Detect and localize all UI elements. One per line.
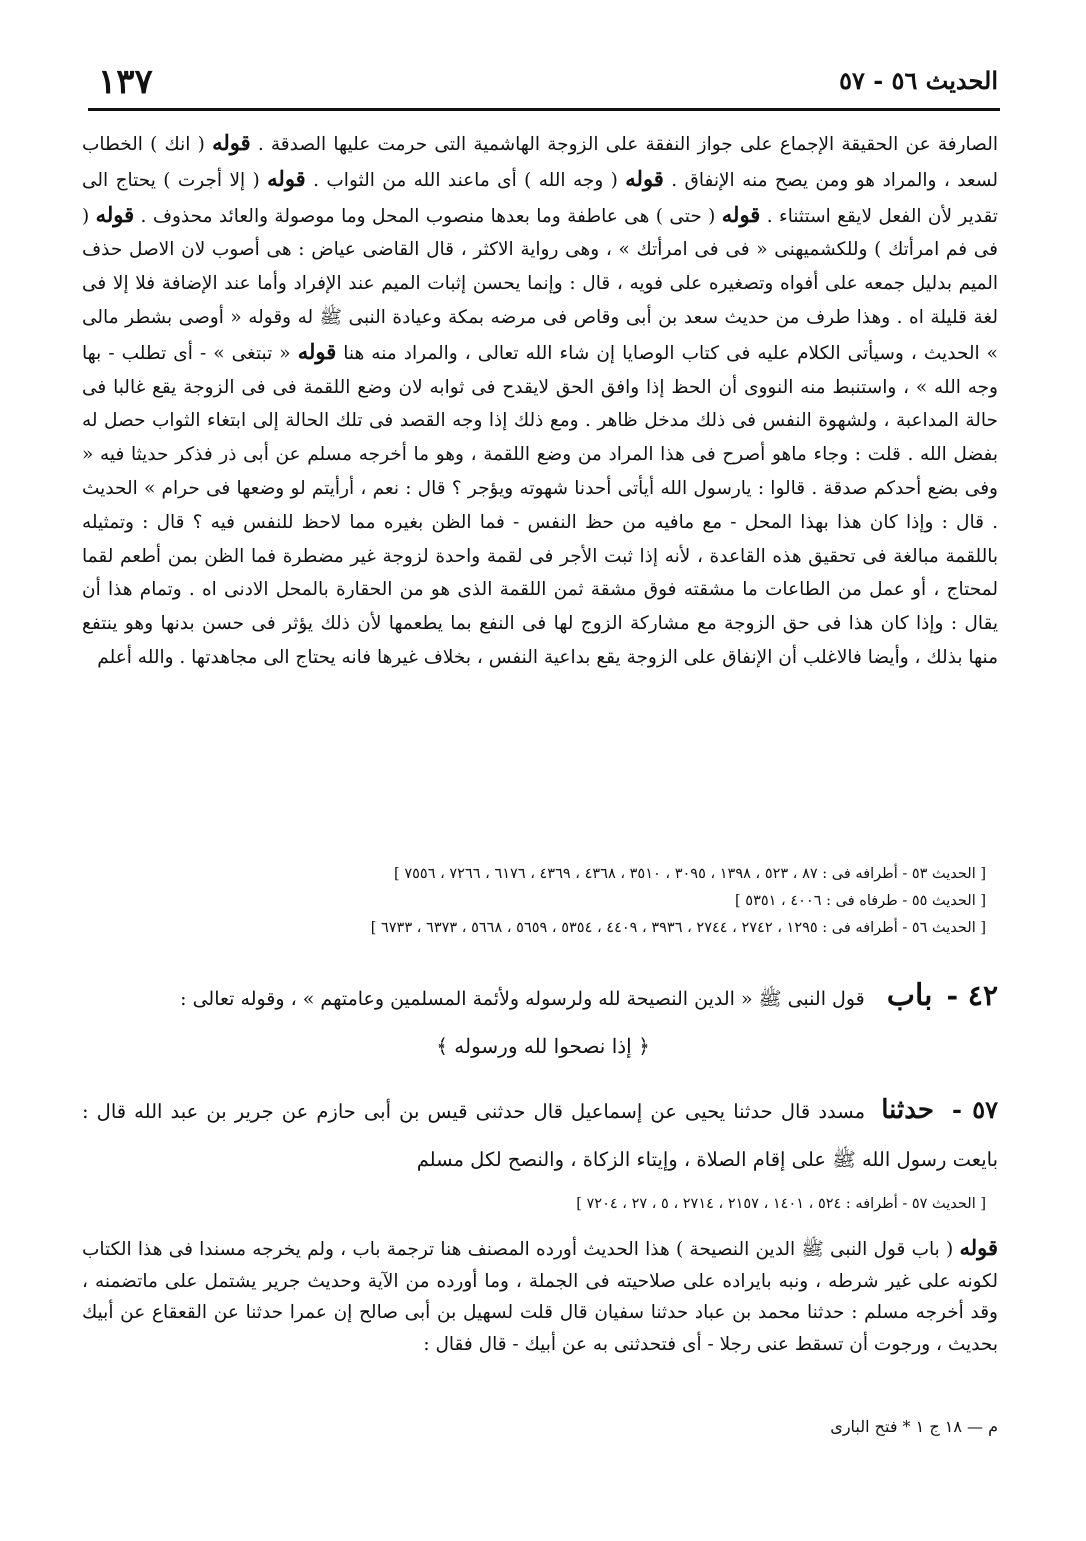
- chapter-word: باب: [886, 978, 933, 1013]
- hadith-57: [82, 1086, 998, 1184]
- quran-verse: ﴿ إذا نصحوا لله ورسوله ﴾: [436, 1034, 650, 1058]
- header-rule: [88, 108, 1000, 111]
- cross-references: [106, 861, 986, 942]
- page-footer: م — ١٨ ج ١ * فتح البارى: [830, 1417, 998, 1436]
- commentary-text: ( انك ) الخطاب لسعد ، والمراد هو ومن يصح منه الإنفاق .: [82, 134, 998, 191]
- chapter-heading: [82, 978, 998, 1015]
- reference-line: [ الحديث ٥٣ - أطرافه فى : ٨٧ ، ٥٢٣ ، ١٣٩٨ ، ٣٠٩٥ ، ٣٥١٠ ، ٤٣٦٨ ، ٤٣٦٩ ، ٦١٧٦ ، ٧٢٦٦ ، ٧٥٥٦ ]: [394, 866, 986, 882]
- commentary-text: ( فى فم امرأتك ) وللكشميهنى « فى فى امرأتك » ، وهى رواية الاكثر ، قال القاضى عياض : هى أصوب لان الاصل حذف الميم بدليل جمعه على أفواه وتصغيره على فويه ، قال : وإنما يحسن إثبات الميم عند الإفراد وأما عند الإضافة فلا إلا فى لغة قليلة اه . وهذا طرف من حديث سعد بن أبى وقاص فى مرضه بمكة وعيادة النبى ﷺ له وقوله « أوصى بشطر مالى » الحديث ، وسيأتى الكلام عليه فى كتاب الوصايا إن شاء الله تعالى ، والمراد منه هنا: [82, 205, 998, 364]
- commentary-text: ( إلا أجرت ) يحتاج الى تقدير لأن الفعل لايقع استثناء .: [82, 169, 998, 227]
- hadith-number: ٥٧ -: [952, 1095, 998, 1124]
- keyword: قوله: [959, 1235, 998, 1260]
- hadith-text: مسدد قال حدثنا يحيى عن إسماعيل قال حدثنى قيس بن أبى حازم عن جرير بن عبد الله قال : بايعت رسول الله ﷺ على إقام الصلاة ، وإيتاء الزكاة ، والنصح لكل مسلم: [82, 1100, 998, 1171]
- chapter-title: قول النبى ﷺ « الدين النصيحة لله ولرسوله ولأئمة المسلمين وعامتهم » ، وقوله تعالى :: [180, 988, 865, 1010]
- commentary-text: الصارفة عن الحقيقة الإجماع على جواز النفقة على الزوجة الهاشمية التى حرمت عليها الصدقة .: [257, 134, 998, 155]
- commentary-block: [82, 126, 998, 675]
- chapter-number: ٤٢ -: [946, 979, 998, 1012]
- running-title: الحديث ٥٦ - ٥٧: [839, 66, 998, 95]
- keyword: قوله: [721, 201, 761, 227]
- keyword: قوله: [625, 165, 664, 191]
- commentary-block-2: [82, 1232, 998, 1360]
- commentary-text: « تبتغى » - أى تطلب - بها وجه الله » ، واستنبط منه النووى أن الحظ إذا وافق الحق لايقدح فى ثوابه لان وضع اللقمة فى فى الزوجة يقع غالبا فى حالة المداعبة ، ولشهوة النفس فى ذلك مدخل ظاهر . ومع ذلك إذا وجه القصد فى تلك الحالة إلى ابتغاء الثواب حصل له بفضل الله . قلت : وجاء ماهو أصرح فى هذا المراد من وضع اللقمة ، وهو ما أخرجه مسلم عن أبى ذر فذكر حديثا فيه « وفى بضع أحدكم صدقة . قالوا : يارسول الله أيأتى أحدنا شهوته ويؤجر ؟ قال : نعم ، أرأيتم لو وضعها فى حرام » الحديث . قال : وإذا كان هذا بهذا المحل - مع مافيه من حظ النفس - فما الظن بغيره مما لاحظ للنفس فيه ؟ قال : وتمثيله باللقمة مبالغة فى تحقيق هذه القاعدة ، لأنه إذا ثبت الأجر فى لقمة واحدة لزوجة غير مضطرة فما الظن بمن أطعم لقما لمحتاج ، أو عمل من الطاعات ما مشقته فوق مشقة ثمن اللقمة الذى هو من الحقارة بالمحل الادنى اه . وتمام هذا أن يقال : وإذا كان هذا فى حق الزوجة مع مشاركة الزوج لها فى النفع بما يطعمها لأن ذلك يؤثر فى حسن بدنها وهو ينتفع منها بذلك ، وأيضا فالاغلب أن الإنفاق على الزوجة يقع بداعية النفس ، بخلاف غيرها فانه يحتاج الى مجاهدتها . والله أعلم: [82, 342, 998, 668]
- keyword: قوله: [95, 201, 135, 227]
- hadith-opening: حدثنا: [881, 1095, 934, 1125]
- keyword: قوله: [297, 338, 337, 364]
- commentary-text: ( حتى ) هى عاطفة وما بعدها منصوب المحل وما موصولة والعائد محذوف .: [140, 205, 716, 227]
- page-number: ١٣٧: [98, 62, 153, 102]
- hadith-57-references: [ الحديث ٥٧ - أطرافه : ٥٢٤ ، ١٤٠١ ، ٢١٥٧ ، ٢٧١٤ ، ٥ ، ٢٧ ، ٧٢٠٤ ]: [576, 1196, 986, 1212]
- reference-line: [ الحديث ٥٦ - أطرافه فى : ١٢٩٥ ، ٢٧٤٢ ، ٢٧٤٤ ، ٣٩٣٦ ، ٤٤٠٩ ، ٥٣٥٤ ، ٥٦٥٩ ، ٥٦٦٨ ، ٦٣٧٣ ، ٦٧٣٣ ]: [370, 920, 986, 936]
- page-header: [92, 62, 998, 100]
- commentary-text: ( وجه الله ) أى ماعند الله من الثواب .: [313, 169, 618, 191]
- commentary-text: ( باب قول النبى ﷺ الدين النصيحة ) هذا الحديث أورده المصنف هنا ترجمة باب ، ولم يخرجه مسندا فى هذا الكتاب لكونه على غير شرطه ، ونبه بايراده على صلاحيته فى الجملة ، وما أورده من الآية وحديث جرير يشتمل على ماتضمنه ، وقد أخرجه مسلم : حدثنا محمد بن عباد حدثنا سفيان قال قلت لسهيل بن أبى صالح إن عمرا حدثنا عن القعقاع عن أبيك بحديث ، ورجوت أن تسقط عنى رجلا - أى فتحدثنى به عن أبيك - قال فقال :: [82, 1239, 998, 1355]
- reference-line: [ الحديث ٥٥ - طرفاه فى : ٤٠٠٦ ، ٥٣٥١ ]: [735, 893, 986, 909]
- keyword: قوله: [212, 130, 251, 155]
- keyword: قوله: [267, 165, 306, 191]
